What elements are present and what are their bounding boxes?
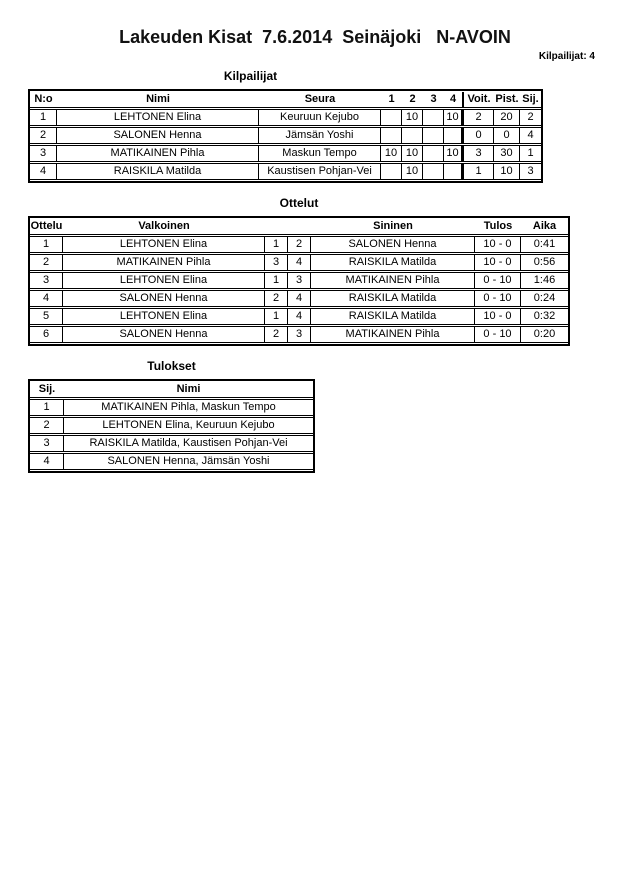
cell-place: 3 xyxy=(520,163,541,180)
cell-round3 xyxy=(423,145,444,162)
col-white-header: Valkoinen xyxy=(63,219,265,235)
cell-blue-no: 3 xyxy=(288,272,311,289)
col-points-header: Pist. xyxy=(494,92,520,108)
col-time-header: Aika xyxy=(521,219,568,235)
cell-result: 0 - 10 xyxy=(475,290,521,307)
matches-header-row xyxy=(30,219,568,235)
col-club-header: Seura xyxy=(259,92,381,108)
col-round4-header: 4 xyxy=(444,92,462,108)
table-row xyxy=(30,326,568,343)
cell-place: 2 xyxy=(30,417,64,434)
cell-time: 1:46 xyxy=(521,272,568,289)
col-place-header: Sij. xyxy=(520,92,541,108)
cell-place: 1 xyxy=(30,399,64,416)
cell-round2: 10 xyxy=(402,145,423,162)
col-whiteno-header xyxy=(265,219,288,235)
cell-wins: 3 xyxy=(462,145,494,162)
cell-time: 0:56 xyxy=(521,254,568,271)
col-place-header: Sij. xyxy=(30,382,64,398)
cell-white-name: MATIKAINEN Pihla xyxy=(63,254,265,271)
competitors-table xyxy=(28,89,543,183)
cell-result: 10 - 0 xyxy=(475,308,521,325)
col-blue-header: Sininen xyxy=(311,219,475,235)
cell-name: LEHTONEN Elina xyxy=(57,109,259,126)
competitors-heading: Kilpailijat xyxy=(223,69,278,83)
cell-points: 20 xyxy=(494,109,520,126)
cell-place: 2 xyxy=(520,109,541,126)
cell-blue-name: RAISKILA Matilda xyxy=(311,290,475,307)
results-table xyxy=(28,379,315,473)
cell-result: 0 - 10 xyxy=(475,272,521,289)
cell-place: 4 xyxy=(30,453,64,470)
cell-name: LEHTONEN Elina, Keuruun Kejubo xyxy=(64,417,313,434)
cell-white-no: 2 xyxy=(265,290,288,307)
cell-points: 10 xyxy=(494,163,520,180)
cell-name: MATIKAINEN Pihla xyxy=(57,145,259,162)
cell-club: Jämsän Yoshi xyxy=(259,127,381,144)
cell-blue-no: 4 xyxy=(288,254,311,271)
col-wins-header: Voit. xyxy=(462,92,494,108)
table-row xyxy=(30,308,568,325)
cell-round2: 10 xyxy=(402,109,423,126)
cell-result: 10 - 0 xyxy=(475,236,521,253)
cell-white-no: 2 xyxy=(265,326,288,343)
cell-blue-no: 4 xyxy=(288,308,311,325)
cell-match-no: 2 xyxy=(30,254,63,271)
cell-time: 0:20 xyxy=(521,326,568,343)
table-row xyxy=(30,399,313,416)
cell-wins: 0 xyxy=(462,127,494,144)
matches-heading: Ottelut xyxy=(279,196,319,210)
cell-place: 1 xyxy=(520,145,541,162)
cell-no: 2 xyxy=(30,127,57,144)
col-blueno-header xyxy=(288,219,311,235)
cell-round4: 10 xyxy=(444,109,462,126)
cell-time: 0:24 xyxy=(521,290,568,307)
col-round2-header: 2 xyxy=(402,92,423,108)
cell-time: 0:41 xyxy=(521,236,568,253)
cell-round1: 10 xyxy=(381,145,402,162)
cell-points: 0 xyxy=(494,127,520,144)
col-name-header: Nimi xyxy=(57,92,259,108)
col-result-header: Tulos xyxy=(475,219,521,235)
table-row xyxy=(30,236,568,253)
results-heading: Tulokset xyxy=(147,359,196,373)
cell-white-no: 1 xyxy=(265,308,288,325)
results-header-row xyxy=(30,382,313,398)
cell-name: SALONEN Henna xyxy=(57,127,259,144)
cell-match-no: 6 xyxy=(30,326,63,343)
table-row xyxy=(30,254,568,271)
page-title: Lakeuden Kisat 7.6.2014 Seinäjoki N-AVOIN xyxy=(119,27,511,47)
cell-name: RAISKILA Matilda, Kaustisen Pohjan-Vei xyxy=(64,435,313,452)
cell-round4: 10 xyxy=(444,145,462,162)
cell-result: 0 - 10 xyxy=(475,326,521,343)
cell-blue-no: 2 xyxy=(288,236,311,253)
cell-club: Kaustisen Pohjan-Vei xyxy=(259,163,381,180)
table-row xyxy=(30,290,568,307)
col-round3-header: 3 xyxy=(423,92,444,108)
cell-round1 xyxy=(381,109,402,126)
cell-club: Maskun Tempo xyxy=(259,145,381,162)
cell-no: 3 xyxy=(30,145,57,162)
cell-wins: 1 xyxy=(462,163,494,180)
col-match-header: Ottelu xyxy=(30,219,63,235)
cell-round3 xyxy=(423,163,444,180)
cell-match-no: 4 xyxy=(30,290,63,307)
cell-blue-name: MATIKAINEN Pihla xyxy=(311,326,475,343)
cell-white-name: LEHTONEN Elina xyxy=(63,308,265,325)
cell-round4 xyxy=(444,127,462,144)
cell-club: Keuruun Kejubo xyxy=(259,109,381,126)
cell-white-no: 3 xyxy=(265,254,288,271)
cell-match-no: 1 xyxy=(30,236,63,253)
competitors-header-row xyxy=(30,92,541,108)
cell-blue-name: RAISKILA Matilda xyxy=(311,308,475,325)
cell-blue-no: 3 xyxy=(288,326,311,343)
cell-white-no: 1 xyxy=(265,272,288,289)
cell-no: 4 xyxy=(30,163,57,180)
cell-round3 xyxy=(423,109,444,126)
table-row xyxy=(30,109,541,126)
cell-white-name: SALONEN Henna xyxy=(63,326,265,343)
matches-table xyxy=(28,216,570,346)
table-row xyxy=(30,145,541,162)
cell-round2: 10 xyxy=(402,163,423,180)
cell-white-name: SALONEN Henna xyxy=(63,290,265,307)
table-row xyxy=(30,127,541,144)
cell-white-name: LEHTONEN Elina xyxy=(63,236,265,253)
cell-blue-name: RAISKILA Matilda xyxy=(311,254,475,271)
cell-result: 10 - 0 xyxy=(475,254,521,271)
col-no-header: N:o xyxy=(30,92,57,108)
table-row xyxy=(30,272,568,289)
cell-no: 1 xyxy=(30,109,57,126)
col-round1-header: 1 xyxy=(381,92,402,108)
cell-match-no: 5 xyxy=(30,308,63,325)
table-row xyxy=(30,453,313,470)
cell-blue-no: 4 xyxy=(288,290,311,307)
cell-round2 xyxy=(402,127,423,144)
cell-name: MATIKAINEN Pihla, Maskun Tempo xyxy=(64,399,313,416)
table-row xyxy=(30,163,541,180)
cell-white-name: LEHTONEN Elina xyxy=(63,272,265,289)
cell-round1 xyxy=(381,127,402,144)
table-row xyxy=(30,417,313,434)
cell-match-no: 3 xyxy=(30,272,63,289)
cell-blue-name: SALONEN Henna xyxy=(311,236,475,253)
cell-name: RAISKILA Matilda xyxy=(57,163,259,180)
cell-points: 30 xyxy=(494,145,520,162)
cell-place: 3 xyxy=(30,435,64,452)
cell-white-no: 1 xyxy=(265,236,288,253)
cell-round4 xyxy=(444,163,462,180)
cell-name: SALONEN Henna, Jämsän Yoshi xyxy=(64,453,313,470)
cell-round3 xyxy=(423,127,444,144)
competitor-count-label: Kilpailijat: 4 xyxy=(538,51,595,62)
cell-round1 xyxy=(381,163,402,180)
cell-wins: 2 xyxy=(462,109,494,126)
col-name-header: Nimi xyxy=(64,382,313,398)
cell-place: 4 xyxy=(520,127,541,144)
cell-time: 0:32 xyxy=(521,308,568,325)
table-row xyxy=(30,435,313,452)
cell-blue-name: MATIKAINEN Pihla xyxy=(311,272,475,289)
